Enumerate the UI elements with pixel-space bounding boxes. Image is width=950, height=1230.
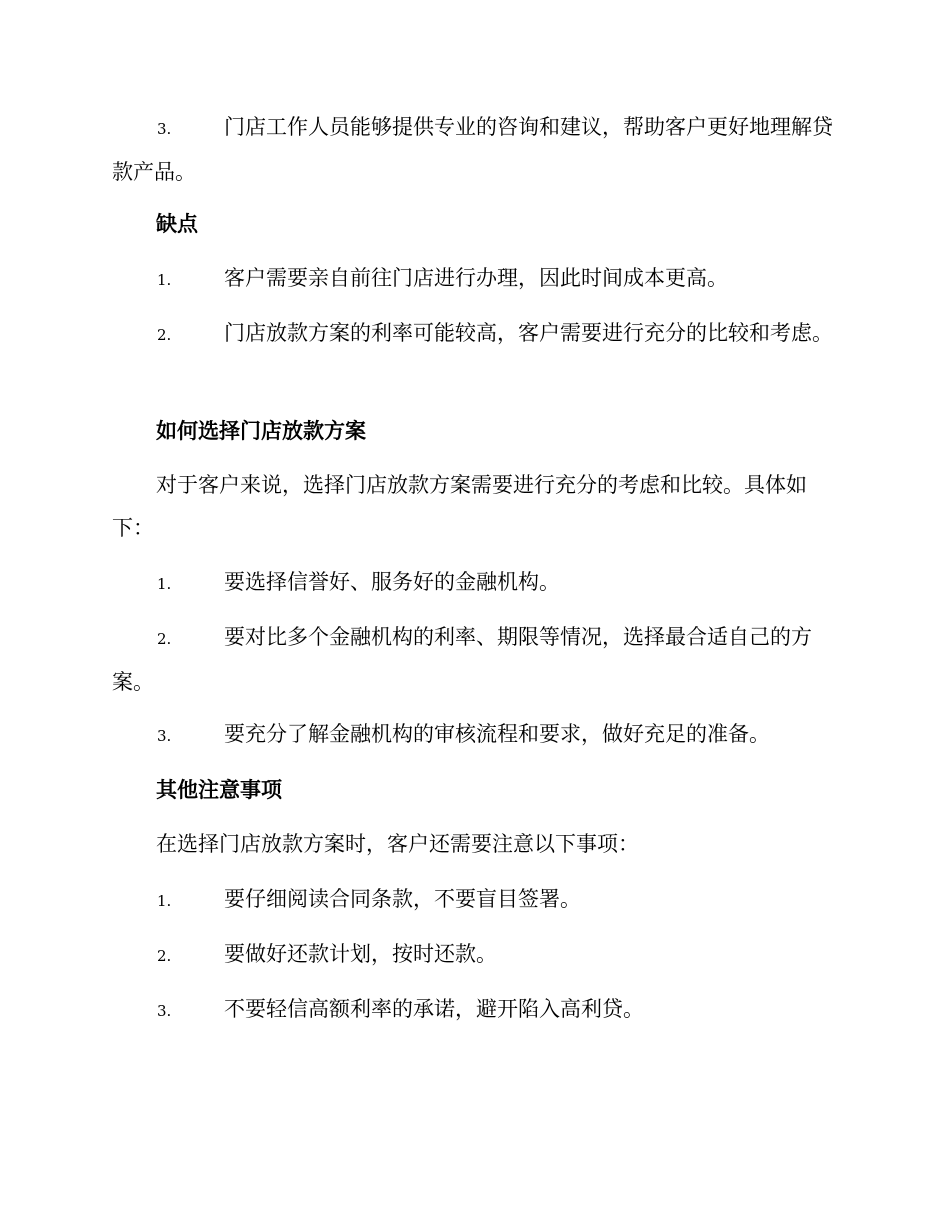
section-heading-how-to-choose: 如何选择门店放款方案 [156, 418, 366, 443]
list-text: 要选择信誉好、服务好的金融机构。 [224, 570, 560, 594]
list-text: 不要轻信高额利率的承诺，避开陷入高利贷。 [224, 997, 644, 1021]
list-text: 要对比多个金融机构的利率、期限等情况，选择最合适自己的方案。 [112, 625, 812, 694]
section-heading-disadvantages: 缺点 [156, 211, 198, 236]
list-item [112, 988, 840, 1033]
list-item [112, 713, 840, 758]
list-item [112, 878, 840, 923]
list-item [112, 312, 840, 357]
list-text: 门店放款方案的利率可能较高，客户需要进行充分的比较和考虑。 [224, 321, 833, 345]
list-number: 3. [157, 1002, 172, 1020]
list-item [112, 933, 840, 978]
list-number: 3. [157, 727, 172, 745]
list-number: 3. [157, 120, 172, 138]
list-item [112, 561, 840, 606]
list-text: 客户需要亲自前往门店进行办理，因此时间成本更高。 [224, 266, 728, 290]
paragraph: 在选择门店放款方案时，客户还需要注意以下事项： [156, 832, 639, 856]
list-number: 1. [157, 271, 172, 289]
list-text: 门店工作人员能够提供专业的咨询和建议，帮助客户更好地理解贷款产品。 [112, 115, 833, 184]
list-text: 要充分了解金融机构的审核流程和要求，做好充足的准备。 [224, 722, 770, 746]
list-number: 1. [157, 575, 172, 593]
list-number: 2. [157, 326, 172, 344]
list-item [112, 616, 840, 704]
list-number: 2. [157, 630, 172, 648]
list-number: 2. [157, 947, 172, 965]
section-heading-other-notes: 其他注意事项 [156, 777, 282, 802]
paragraph: 对于客户来说，选择门店放款方案需要进行充分的考虑和比较。具体如下： [112, 473, 807, 540]
list-number: 1. [157, 892, 172, 910]
list-text: 要仔细阅读合同条款，不要盲目签署。 [224, 887, 581, 911]
list-item [112, 106, 840, 194]
list-text: 要做好还款计划，按时还款。 [224, 942, 497, 966]
list-item [112, 257, 840, 302]
